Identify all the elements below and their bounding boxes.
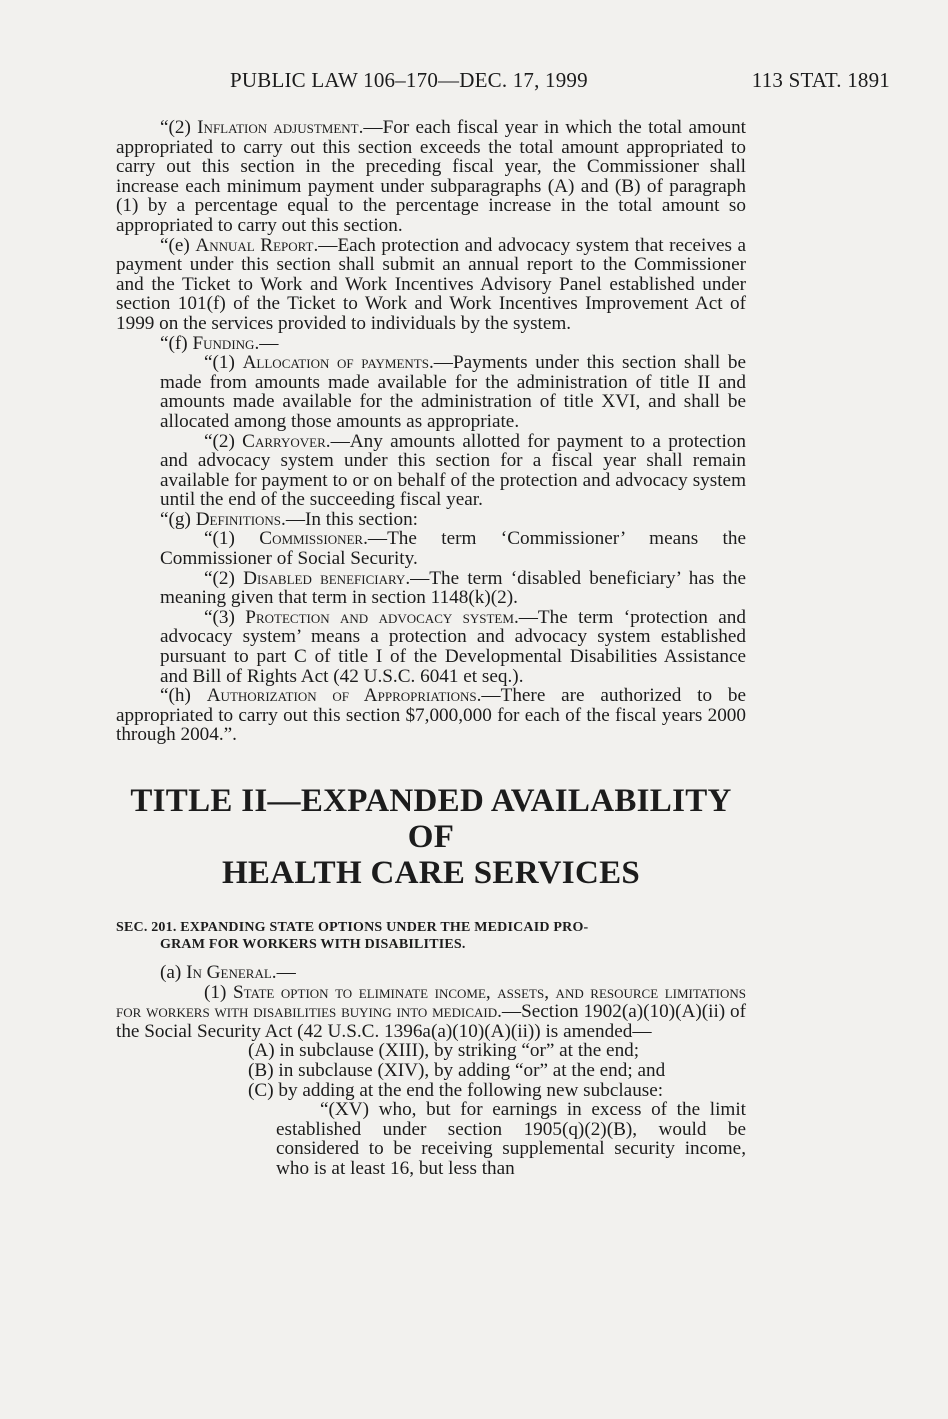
paragraph-text: (B) in subclause (XIV), by adding “or” at the end; and [248, 1059, 666, 1081]
paragraph-subclause-b [116, 1061, 746, 1081]
paragraph-subclause-a [116, 1041, 746, 1061]
paragraph-number: “(h) [160, 685, 207, 707]
paragraph-heading: State option to eliminate income, assets, and resource limitations for workers with disabilities buying into medicaid [116, 981, 747, 1023]
paragraph-text: .—Payments under this section shall be made from amounts made available for the administration of title II and amounts made available for the administration of title XVI, and shall be allocated among those amounts as appropriate. [160, 352, 747, 432]
document-body [116, 118, 746, 1179]
paragraph-number: “(g) [160, 508, 196, 530]
paragraph-protection-and-advocacy-system [116, 608, 746, 686]
paragraph-annual-report [116, 236, 746, 334]
paragraph-in-general [116, 963, 746, 983]
paragraph-number: “(2) [204, 567, 244, 589]
paragraph-text: (A) in subclause (XIII), by striking “or” at the end; [248, 1040, 640, 1062]
paragraph-text: .—Section 1902(a)(10)(A)(ii) of the Social Security Act (42 U.S.C. 1396a(a)(10)(A)(ii)) is amended— [116, 1001, 746, 1042]
paragraph-number: “(1) [204, 352, 243, 374]
paragraph-text: .—In this section: [281, 508, 419, 530]
paragraph-number: “(2) [160, 117, 198, 138]
running-header [0, 68, 948, 98]
paragraph-text: (C) by adding at the end the following new subclause: [248, 1079, 664, 1101]
paragraph-heading: Definitions [195, 508, 282, 530]
header-title: PUBLIC LAW 106–170—DEC. 17, 1999 [230, 68, 588, 92]
paragraph-heading: Carryover [242, 430, 326, 452]
paragraph-text: .— [254, 332, 279, 354]
paragraph-heading: In General [186, 962, 272, 983]
section-heading [116, 919, 746, 953]
paragraph-heading: Allocation of payments [242, 352, 429, 374]
paragraph-text: “(XV) who, but for earnings in excess of the limit established under section 1905(q)(2)(B), would be considered to be receiving supplemental security income, who is at least 16, but less than [276, 1099, 746, 1179]
paragraph-number: “(3) [204, 606, 246, 628]
paragraph-authorization-of-appropriations [116, 686, 746, 745]
title-heading-line: TITLE II—EXPANDED AVAILABILITY OF [130, 783, 732, 855]
paragraph-heading: Protection and advocacy system [245, 606, 514, 628]
paragraph-text: .— [271, 962, 296, 983]
title-heading [116, 783, 746, 891]
paragraph-number: “(f) [160, 332, 193, 354]
paragraph-heading: Inflation adjustment [197, 117, 359, 138]
paragraph-heading: Commissioner [259, 528, 364, 550]
paragraph-disabled-beneficiary [116, 569, 746, 608]
title-heading-line: HEALTH CARE SERVICES [221, 855, 641, 891]
paragraph-number: (a) [160, 962, 187, 983]
section-heading-line: GRAM FOR WORKERS WITH DISABILITIES. [160, 937, 466, 952]
header-statute-page: 113 STAT. 1891 [751, 68, 890, 92]
paragraph-inflation-adjustment [116, 118, 746, 236]
paragraph-number: (1) [204, 981, 233, 1003]
paragraph-allocation-of-payments [116, 353, 746, 431]
paragraph-subclause-c [116, 1081, 746, 1101]
paragraph-definitions [116, 510, 746, 530]
paragraph-text: .—For each fiscal year in which the total amount appropriated to carry out this section exceeds the total amount appropriated to carry out this section in the preceding fiscal year, the Commissioner shall increase each minimum payment under subparagraphs (A) and (B) of paragraph (1) by a percentage equal to the percentage increase in the total amount so appropriated to carry out this section. [116, 117, 747, 236]
paragraph-state-option [116, 983, 746, 1042]
paragraph-commissioner [116, 529, 746, 568]
paragraph-number: “(2) [204, 430, 243, 452]
paragraph-heading: Annual Report [195, 234, 314, 256]
paragraph-text: .—Any amounts allotted for payment to a protection and advocacy system under this section for a fiscal year shall remain available for payment to or on behalf of the protection and advocacy system until the end of the succeeding fiscal year. [160, 430, 746, 511]
paragraph-heading: Authorization of Appropriations [206, 685, 477, 707]
paragraph-number: “(e) [160, 234, 196, 256]
paragraph-text: .—The term ‘disabled beneficiary’ has the meaning given that term in section 1148(k)(2). [160, 567, 746, 609]
paragraph-text: .—There are authorized to be appropriated to carry out this section $7,000,000 for each of the fiscal years 2000 through 2004.”. [116, 685, 746, 746]
paragraph-text: .—Each protection and advocacy system that receives a payment under this section shall submit an annual report to the Commissioner and the Ticket to Work and Work Incentives Advisory Panel established under section 101(f) of the Ticket to Work and Work Incentives Improvement Act of 1999 on the services provided to individuals by the system. [116, 234, 747, 334]
paragraph-carryover [116, 432, 746, 510]
paragraph-subclause-xv [116, 1100, 746, 1178]
paragraph-text: .—The term ‘protection and advocacy system’ means a protection and advocacy system established pursuant to part C of title I of the Developmental Disabilities Assistance and Bill of Rights Act (42 U.S.C. 6041 et seq.). [160, 606, 746, 687]
section-heading-line: SEC. 201. EXPANDING STATE OPTIONS UNDER THE MEDICAID PRO- [116, 920, 589, 935]
paragraph-heading: Funding [192, 332, 255, 354]
paragraph-funding [116, 334, 746, 354]
paragraph-heading: Disabled beneficiary [243, 567, 406, 589]
paragraph-number: “(1) [204, 528, 260, 550]
paragraph-text: .—The term ‘Commissioner’ means the Commissioner of Social Security. [160, 528, 746, 570]
